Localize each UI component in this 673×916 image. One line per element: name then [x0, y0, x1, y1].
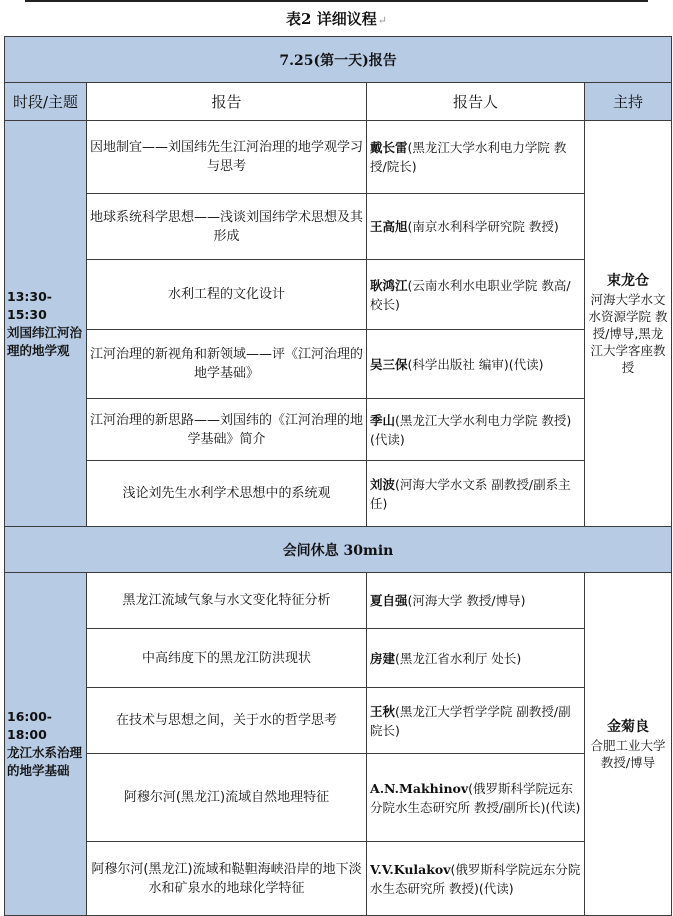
speaker-affiliation: (黑龙江省水利厅 处长) — [395, 650, 522, 666]
speaker-cell — [367, 573, 585, 629]
speaker-name: 王高旭 — [370, 219, 408, 234]
report-title: 阿穆尔河(黑龙江)流域自然地理特征 — [87, 754, 367, 842]
report-title: 地球系统科学思想——浅谈刘国纬学术思想及其形成 — [87, 194, 367, 260]
report-title: 水利工程的文化设计 — [87, 260, 367, 330]
day-row — [5, 37, 672, 83]
speaker-cell — [367, 399, 585, 461]
speaker-affiliation: (科学出版社 编审)(代读) — [407, 356, 544, 372]
speaker-affiliation: (河海大学 教授/博导) — [407, 593, 526, 608]
speaker-affiliation: (云南水利水电职业学院 教高/校长) — [370, 277, 571, 312]
speaker-affiliation: (黑龙江大学水利电力学院 教授)(代读) — [370, 412, 572, 447]
session2-theme: 龙江水系治理的地学基础 — [7, 745, 83, 778]
host-name: 金菊良 — [607, 719, 650, 735]
speaker-cell — [367, 461, 585, 527]
report-title: 阿穆尔河(黑龙江)流域和鞑靼海峡沿岸的地下淡水和矿泉水的地球化学特征 — [87, 842, 367, 916]
speaker-cell — [367, 330, 585, 399]
speaker-cell — [367, 194, 585, 260]
report-title: 浅论刘先生水利学术思想中的系统观 — [87, 461, 367, 527]
session1-host — [585, 121, 672, 527]
report-title: 黑龙江流域气象与水文变化特征分析 — [87, 573, 367, 629]
session2-slot — [5, 573, 87, 916]
column-header-row — [5, 83, 672, 121]
speaker-affiliation: (黑龙江大学哲学学院 副教授/副院长) — [370, 703, 571, 738]
report-title: 在技术与思想之间，关于水的哲学思考 — [87, 688, 367, 754]
session2-time: 16:00-18:00 — [7, 709, 52, 742]
speaker-name: 吴三保 — [370, 356, 408, 372]
break-row — [5, 527, 672, 573]
speaker-cell — [367, 121, 585, 194]
speaker-name: 季山 — [370, 412, 396, 428]
speaker-cell — [367, 754, 585, 842]
speaker-name: 耿鸿江 — [370, 277, 408, 293]
session1-time: 13:30-15:30 — [7, 288, 52, 322]
session2-host — [585, 573, 672, 916]
table-row — [5, 121, 672, 194]
table-row — [5, 260, 672, 330]
agenda-table — [4, 36, 672, 916]
table-row — [5, 754, 672, 842]
col-header-slot: 时段/主题 — [5, 83, 87, 121]
speaker-affiliation: (俄罗斯科学院远东分院水生态研究所 教授)(代读) — [370, 861, 581, 896]
top-rule — [25, 0, 648, 2]
speaker-name: 刘波 — [370, 476, 396, 492]
report-title: 江河治理的新视角和新领域——评《江河治理的地学基础》 — [87, 330, 367, 399]
break-label: 会间休息 30min — [5, 527, 672, 573]
day-header: 7.25(第一天)报告 — [5, 37, 672, 83]
report-title: 中高纬度下的黑龙江防洪现状 — [87, 629, 367, 688]
speaker-affiliation: (南京水利科学研究院 教授) — [407, 219, 559, 234]
speaker-affiliation: (黑龙江大学水利电力学院 教授/院长) — [370, 140, 567, 174]
speaker-name: 戴长雷 — [370, 140, 408, 155]
speaker-name: A.N.Makhinov — [370, 780, 469, 796]
table-row — [5, 461, 672, 527]
report-title: 江河治理的新思路——刘国纬的《江河治理的地学基础》简介 — [87, 399, 367, 461]
table-row — [5, 573, 672, 629]
table-row — [5, 194, 672, 260]
speaker-name: 夏自强 — [370, 593, 408, 608]
host-affiliation: 河海大学水文水资源学院 教授/博导,黑龙江大学客座教授 — [588, 292, 668, 375]
col-header-host: 主持 — [585, 83, 672, 121]
paragraph-mark-icon: ↵ — [377, 14, 387, 27]
table-row — [5, 842, 672, 916]
session1-slot — [5, 121, 87, 527]
speaker-name: 房建 — [370, 650, 396, 666]
table-row — [5, 629, 672, 688]
table-title: 表2 详细议程 — [286, 10, 377, 28]
col-header-speaker: 报告人 — [367, 83, 585, 121]
speaker-cell — [367, 629, 585, 688]
table-row — [5, 688, 672, 754]
speaker-cell — [367, 688, 585, 754]
report-title: 因地制宜——刘国纬先生江河治理的地学观学习与思考 — [87, 121, 367, 194]
table-caption — [0, 8, 673, 29]
session1-theme: 刘国纬江河治理的地学观 — [7, 324, 83, 358]
speaker-affiliation: (俄罗斯科学院远东分院水生态研究所 教授/副所长)(代读) — [370, 780, 581, 815]
speaker-name: V.V.Kulakov — [370, 861, 451, 877]
speaker-affiliation: (河海大学水文系 副教授/副系主任) — [370, 476, 571, 511]
speaker-cell — [367, 842, 585, 916]
table-row — [5, 399, 672, 461]
speaker-name: 王秋 — [370, 703, 396, 719]
speaker-cell — [367, 260, 585, 330]
host-affiliation: 合肥工业大学 教授/博导 — [590, 738, 666, 770]
table-row — [5, 330, 672, 399]
col-header-report: 报告 — [87, 83, 367, 121]
host-name: 束龙仓 — [607, 273, 650, 289]
